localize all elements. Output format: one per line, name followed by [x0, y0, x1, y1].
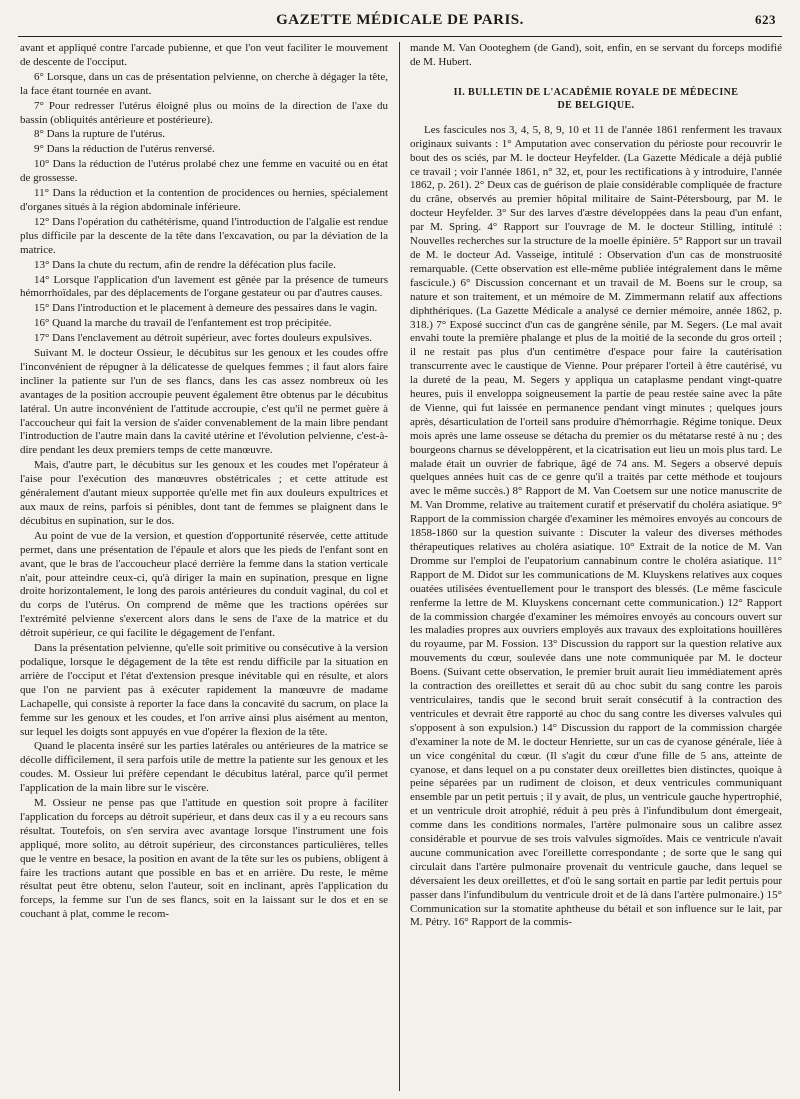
paragraph: 16° Quand la marche du travail de l'enfantement est trop précipitée. — [34, 317, 332, 330]
paragraph: 7° Pour redresser l'utérus éloigné plus ou moins de la direction de l'axe du bassin (obliquités antérieure et postérieure). — [20, 99, 388, 126]
paragraph: 8° Dans la rupture de l'utérus. — [34, 128, 166, 141]
section-heading-line2: DE BELGIQUE. — [557, 99, 635, 111]
paragraph: 10° Dans la réduction de l'utérus prolabé chez une femme en vacuité ou en état de grossesse. — [20, 158, 388, 185]
paragraph: 6° Lorsque, dans un cas de présentation pelvienne, on cherche à dégager la tête, la face étant tournée en avant. — [20, 70, 388, 97]
paragraph: Mais, d'autre part, le décubitus sur les genoux et les coudes met l'opérateur à l'aise pour l'exécution des manœuvres obstétricales ; et cette attitude est généralement d'autant mieux supportée qu'elle met fin aux douleurs expultrices et aux maux de reins, parfois si pénibles, dont tant de femmes se plaignent dans le décubitus en supination, sur le dos. — [20, 459, 388, 527]
paragraph: M. Ossieur ne pense pas que l'attitude en question soit propre à faciliter l'application du forceps au détroit supérieur, et dans deux cas il y a eu recours sans résultat. Toutefois, on s'en servira avec avantage lorsque l'instrument une fois appliqué, more solito, au détroit supérieur, des circonstances particulières, telles que le ventre en besace, la position en avant de la tête sur les os pubiens, obligent à faire les tractions autant que possible en bas et en arrière. Du reste, le même résultat peut être obtenu, selon l'auteur, soit en inclinant, après l'application du forceps, la femme sur l'un de ses flancs, soit en la laissant sur le dos et en se couchant à plat, comme le recom- — [20, 797, 388, 921]
paragraph: avant et appliqué contre l'arcade pubienne, et que l'on veut faciliter le mouvement de descente de l'occiput. — [20, 42, 388, 68]
section-heading — [410, 86, 782, 112]
paragraph: Au point de vue de la version, et question d'opportunité réservée, cette attitude permet, dans une présentation de l'épaule et alors que les pieds de l'enfant sont en avant, que le bras de l'accoucheur placé derrière la femme dans la station verticale n'ait, pour atteindre ceux-ci, qu'à diriger la main en supination, presque en ligne droite horizontalement, le long des parois antérieures du conduit vaginal, du col et du corps de l'utérus. On comprend de même que les tractions opérées sur l'extrémité pelvienne s'exercent alors dans le sens de l'axe de la matrice et du détroit supérieur, ce qui facilite le dégagement de l'enfant. — [20, 529, 388, 640]
column-divider — [399, 42, 400, 1091]
paragraph: 13° Dans la chute du rectum, afin de rendre la défécation plus facile. — [34, 258, 336, 271]
paragraph: 11° Dans la réduction et la contention de procidences ou hernies, spécialement d'organes situés à la région abdominale inférieure. — [20, 187, 388, 213]
right-column — [410, 42, 782, 1091]
paragraph: 14° Lorsque l'application d'un lavement est gênée par la présence de tumeurs hémorrhoïdales, par des déplacements de l'organe gestateur ou par d'autres causes. — [20, 273, 388, 300]
paragraph: 15° Dans l'introduction et le placement à demeure des pessaires dans le vagin. — [34, 302, 378, 315]
section-heading-line1: II. BULLETIN DE L'ACADÉMIE ROYALE DE MÉDECINE — [453, 86, 739, 98]
journal-title: GAZETTE MÉDICALE DE PARIS. — [276, 12, 524, 28]
left-column — [20, 42, 388, 1091]
page-number: 623 — [755, 12, 776, 27]
paragraph: 12° Dans l'opération du cathétérisme, quand l'introduction de l'algalie est rendue plus difficile par la descente de la tête dans l'excavation, ou par la déviation de la matrice. — [20, 215, 388, 256]
paragraph: mande M. Van Oooteghem (de Gand), soit, enfin, en se servant du forceps modifié de M. Hubert. — [410, 42, 782, 68]
paragraph: Dans la présentation pelvienne, qu'elle soit primitive ou consécutive à la version podalique, lorsque le dégagement de la tête est rendu difficile par la situation en arrière de l'occiput et l'état d'extension presque inévitable qui en résulte, et alors que l'on ne parvient pas à exécuter rapidement la manœuvre de madame Lachapelle, qui consiste à reporter la face dans la concavité du sacrum, on place la femme sur les genoux et les coudes, et l'on arrive ainsi plus aisément au menton, sur lequel les doigts sont appuyés en vue d'opérer la flexion de la tête. — [20, 642, 388, 738]
paragraph: 9° Dans la réduction de l'utérus renversé. — [34, 143, 215, 156]
paragraph: Les fascicules nos 3, 4, 5, 8, 9, 10 et 11 de l'année 1861 renferment les travaux originaux suivants : 1° Amputation avec conservation du périoste pour recouvrir le bout des os sciés, par M. le docteur Heyfelder. (La Gazette Médicale a déjà publié ce travail ; voir l'année 1861, n° 32, et, pour les rectifications à y introduire, l'année 1862, p. 261). 2° Deux cas de guérison de plaie considérable compliquée de fracture du crâne, observés au premier hôpital militaire de Saint-Pétersbourg, par M. le docteur Heyfelder. 3° Sur des larves d'æstre développées dans la peau d'un enfant, par M. Spring. 4° Rapport sur l'ouvrage de M. le docteur Stilling, intitulé : Nouvelles recherches sur la structure de la moelle épinière. 5° Rapport sur un travail de M. le docteur Ad. Vasseige, intitulé : Observation d'un cas de monstruosité remarquable. (Cette observation est elle-même publiée intégralement dans le même fascicule.) 6° Discussion concernant et un travail de M. Boens sur le croup, sa nature et son traitement, et un mémoire de M. Zimmermann relatif aux affections diphthériques. (La Gazette Médicale a analysé ce dernier mémoire, année 1862, p. 318.) 7° Exposé succinct d'un cas de gangrène sénile, par M. Segers. (Le mal avait envahi toute la première phalange et plus de la moitié de la seconde du gros orteil ; il ne restait pas plus d'un centimètre d'espace pour faire la cautérisation transcurrente avec le caustique de Vienne. Pour préparer l'orteil à être cautérisé, vu la dureté de la peau, M. Segers y appliqua un cataplasme pendant vingt-quatre heures, puis il enveloppa soigneusement la partie de peau restée saine avec la pâte de Vienne, qui fut laissée en permanence pendant vingt minutes ; quelques jours après, désarticulation de l'orteil sans produire d'hémorrhagie. Régime tonique. Deux mois après une lame osseuse se détacha du premier os du métatarse resté à nu ; des bourgeons charnus se développèrent, et la cicatrisation eut lieu un mois plus tard. Le malade était un ouvrier de fabrique, âgé de 74 ans. M. Segers a observé depuis quelques années huit cas de ce genre qu'il a traités par cette méthode et toujours avec le même succès.) 8° Rapport de M. Van Coetsem sur une notice manuscrite de M. Van Dromme, relative au traitement curatif et préservatif du choléra asiatique. 9° Rapport de la commission chargée d'examiner les mémoires envoyés au concours de 1858-1860 sur la question suivante : Discuter la valeur des diverses méthodes thérapeutiques relatives au choléra asiatique. 10° Extrait de la notice de M. Van Dromme sur l'emploi de l'eupatorium cannabinum contre le choléra asiatique. 11° Rapport de M. Didot sur les communications de M. Kluyskens relatives aux coques ouatées utilisées éventuellement pour le transport des blessés. (Le même fascicule renferme la lettre de M. Kluyskens concernant cette communication.) 12° Rapport de la commission chargée d'examiner les mémoires envoyés au concours ouvert sur les maladies propres aux ouvriers employés aux travaux des exploitations houillères du royaume, par M. Fossion. 13° Discussion du rapport sur la question relative aux mouvements du cœur, soulevée dans une note communiquée par M. le docteur Boens. (Suivant cette observation, le premier bruit aurait lieu immédiatement après la contraction des oreillettes et serait dû au choc subit du sang contre les parois ventriculaires, tandis que le second bruit serait consécutif à la contraction des ventricules et devrait être rapporté au choc du sang contre les diverses valvules qui s'opposent à son expulsion.) 14° Discussion du rapport de la commission chargée d'examiner la note de M. le docteur Henriette, sur un cas de cyanose générale, liée à un vice congénital du cœur. (Il s'agit du cœur d'une fille de 5 ans, atteinte de cyanose, et dans lequel on a pu constater deux oreillettes bien distinctes, quoique à peine séparées par un rudiment de cloison, et deux ventricules communiquant ensemble par un petit pertuis ; il y avait, de plus, un ventricule gauche hypertrophié, et un ventricule droit atrophié, réduit à peu près à l'infundibulum dont émergeait, comme dans les conditions normales, l'artère pulmonaire sous un calibre assez considérable et pourvue de ses trois valvules sigmoïdes. Mais ce ventricule n'avait aucune communication avec l'oreillette correspondante ; de sorte que le sang qui circulait dans l'artère pulmonaire provenait du ventricule gauche, dans lequel se déversaient les deux oreillettes, et d'où le sang sortait en partie par ledit pertuis pour passer dans l'infundibulum du ventricule droit et de là dans l'artère pulmonaire.) 15° Communication sur la stomatite aphtheuse du bétail et son influence sur le lait, par M. Pétry. 16° Rapport de la commis- — [410, 123, 782, 929]
paragraph: Suivant M. le docteur Ossieur, le décubitus sur les genoux et les coudes offre l'inconvénient de répugner à la délicatesse de quelques femmes ; il faut alors faire incliner la patiente sur l'un de ses flancs, dans les cas assez nombreux où les avantages de la position accroupie peuvent également être obtenus par le décubitus latéral. Un autre inconvénient de l'attitude accroupie, c'est qu'il ne permet guère à l'accoucheur qui fait la version de s'aider convenablement de la main libre pendant l'introduction de l'autre main dans la cavité utérine et l'évolution pelvienne, c'est-à-dire pendant les deux premiers temps de cette manœuvre. — [20, 347, 388, 457]
paragraph: Quand le placenta inséré sur les parties latérales ou antérieures de la matrice se décolle difficilement, il sera parfois utile de mettre la patiente sur les genoux et les coudes. M. Ossieur lui préfère cependant le décubitus latéral, parce qu'il permet l'application de la main libre sur le viscère. — [20, 740, 388, 795]
paragraph: 17° Dans l'enclavement au détroit supérieur, avec fortes douleurs expulsives. — [34, 332, 372, 345]
page-header — [18, 10, 782, 37]
